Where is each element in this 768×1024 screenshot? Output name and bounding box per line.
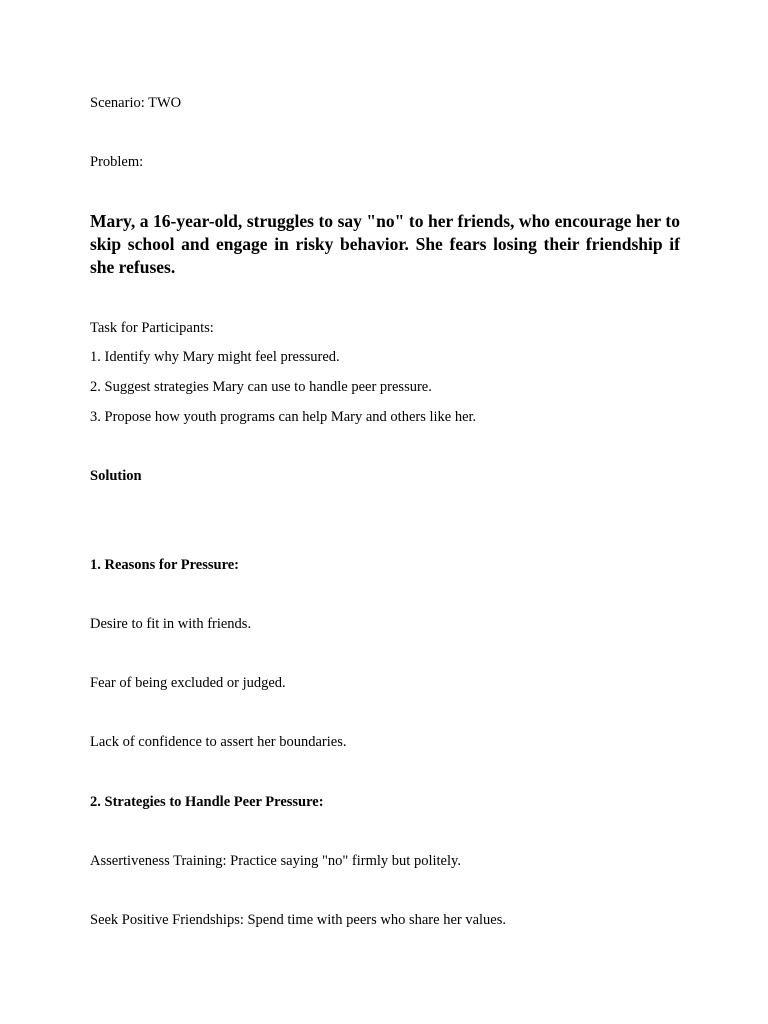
reasons-heading: 1. Reasons for Pressure:	[90, 557, 240, 573]
reason-item-2: Fear of being excluded or judged.	[90, 675, 286, 691]
scenario-label: Scenario: TWO	[90, 95, 182, 111]
strategy-item-2: Seek Positive Friendships: Spend time with peers who share her values.	[90, 912, 507, 928]
task-item-3: 3. Propose how youth programs can help Mary and others like her.	[90, 409, 477, 425]
problem-label: Problem:	[90, 154, 144, 170]
strategies-heading: 2. Strategies to Handle Peer Pressure:	[90, 794, 324, 810]
strategy-item-1: Assertiveness Training: Practice saying "no" firmly but politely.	[90, 853, 461, 869]
solution-heading: Solution	[90, 468, 142, 484]
problem-statement: Mary, a 16-year-old, struggles to say "no" to her friends, who encourage her to skip school and engage in risky behavior. She fears losing their friendship if she refuses.	[90, 211, 680, 277]
reason-item-3: Lack of confidence to assert her boundaries.	[90, 734, 347, 750]
task-item-1: 1. Identify why Mary might feel pressured.	[90, 349, 340, 365]
task-item-2: 2. Suggest strategies Mary can use to handle peer pressure.	[90, 379, 432, 395]
task-heading: Task for Participants:	[90, 320, 214, 336]
reason-item-1: Desire to fit in with friends.	[90, 616, 252, 632]
